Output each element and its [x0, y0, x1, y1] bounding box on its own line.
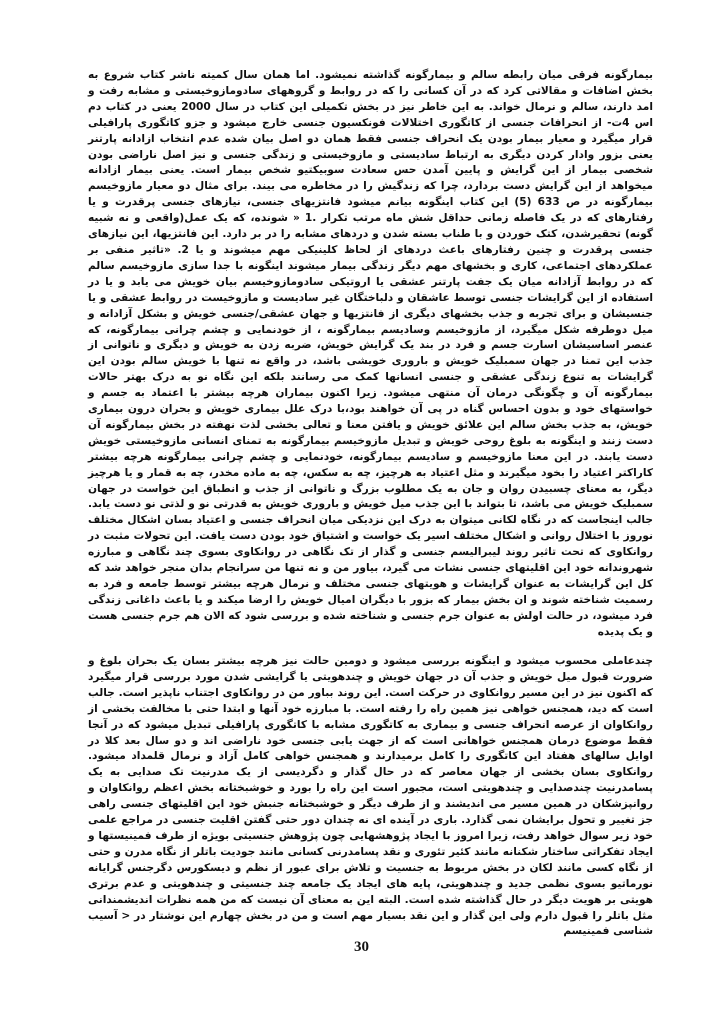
paragraph-text-1b: این فانتزیها، این نیازهای جنسی پرقدرت و چنین رفتارهای باعث دردهای از لحاظ کلینیکی مهم میشوند و یا 2. «تاثیر منفی بر عملکردهای اجتماعی، کاری و بخشهای مهم دیگر زندگی بیمار میشوند [88, 228, 653, 272]
page-number: 30 [354, 939, 369, 955]
paragraph-text-1c: اینگونه با جدا سازی مازوخیسم سالم که در روابط آزادانه میان یک جفت پارتنر عشقی یا اروتیکی سادومازوخیسم بیان خویش می یابد و یا در استفاده از این گرایشات جنسی توسط عاشقان و دلباختگان غیر سادیست و مازوخیست در روابط عشقی و یا جنسیشان و برای تجربه و جذب بخشهای دیگری از فانتزیها و جهان عشقی/جنسی خویش و بشکل آزادانه و میل دوطرفه شکل میگیرد، از مازوخیسم وسادیسم بیمارگونه ، از خودنمایی و چشم چرانی بیمارگونه، که عنصر اساسیشان اسارت جسم و فرد در بند یک گرایش خویش، ضربه زدن به خویش و دیگری و ناتوانی از جذب این تمنا در جهان سمبلیک خویش و باروری خویشی باشد، در واقع نه تنها با خویش سالم بودن این گرایشات به تنوع زندگی عشقی و جنسی انسانها کمک می رسانند بلکه این نگاه نو به درک بهتر حالات بیمارگونه آن و چگونگی درمان آن منتهی میشود. زیرا اکنون بیماران هرچه بیشتر با اعتماد به جسم و خواستهای خود و بدون احساس گناه در پی آن خواهند بود،با درک علل بیماری خویش و بحران درون بیماری خویش، به جذب بخش سالم این علائق خویش و یافتن معنا و تعالی بخشی لذت نهفته در بخش بیمارگونه آن دست زنند و اینگونه به بلوغ روحی خویش و تبدیل مازوخیسم بیمارگونه به تمنای انسانی مازوخیستی خویش دست یابند. در این معنا مازوخیسم و سادیسم بیمارگونه، خودنمایی و چشم چرانی بیمارگونه هرچه بیشتر کاراکتر اعتیاد را بخود میگیرند و مثل اعتیاد به هرچیز، چه به سکس، چه به ماده مخدر، چه به قمار و یا هرچیز دیگر، به معنای چسبیدن روان و جان به یک مطلوب بزرگ و ناتوانی از جذب و انطباق این خواست در جهان سمبلیک خویش می باشد، تا بتواند با این جذب میل خویش و باروری خویش به قدرتی نو و لذتی نو دست یابد. جالب اینجاست که در نگاه لکانی میتوان به درک این نزدیکی میان انحراف جنسی و اعتیاد بسان اشکال مختلف نوروز با اختلال روانی و اشکال مختلف اسیر یک خواست و اشتیاق خود بودن دست یافت. این تحولات مثبت در روانکاوی که تحت تاثیر روند لیبرالیسم جنسی و گذار از تک نگاهی در روانکاوی بسوی چند نگاهی و مبارزه شهروندانه خود این اقلیتهای جنسی نشات می گیرد، بیاور من و نه تنها من سرانجام بدان منجر خواهد شد که کل این گرایشات به عنوان گرایشات و هویتهای جنسی مختلف و نرمال هرچه بیشتر توسط جامعه و فرد به رسمیت شناخته شوند و ان بخش بیمار که بزور با دیگران امیال خویش را ارضا میکند و یا باعث داغانی زندگی فرد میشود، در حالت اولش به عنوان جرم جنسی و شناخته شده و بررسی شود که الان هم جرم جنسی هست و یک پدیده [88, 259, 653, 638]
body-paragraph-2: چندعاملی محسوب میشود و اینگونه بررسی میشود و دومین حالت نیز هرچه بیشتر بسان یک بحران بلوغ و ضرورت قبول میل خویش و جذب آن در جهان خویش و چندهویتی یا گرایشی شدن مورد بررسی قرار میگیرد که اکنون نیز در این مسیر روانکاوی در حرکت است. این روند بباور من در روانکاوی اجتناب ناپذیر است. جالب است که دید، همجنس خواهی نیز همین راه را رفته است. با مبارزه خود آنها و ابتدا حتی با مخالفت بخشی از روانکاوان از عرصه انحراف جنسی و بیماری به کاتگوری مشابه با کاتگوری پارافیلی تبدیل میشود که در آنجا فقط موضوع درمان همجنس خواهانی است که از جهت یابی جنسی خود ناراضی اند و دو سال بعد کلا در اوایل سالهای هفتاد این کاتگوری را کامل برمیدارند و همجنس خواهی کامل آزاد و نرمال قلمداد میشود. روانکاوی بسان بخشی از جهان معاصر که در حال گذار و دگردیسی از یک مدرنیت تک صدایی به یک پسامدرنیت چندصدایی و چندهویتی است، مجبور است این راه را بورد و خوشبختانه بخش اعظم روانکاوان و روانپزشکان در همین مسیر می اندیشند و از طرف دیگر و خوشبختانه جنبش خود این اقلیتهای جنسی راهی جز تغییر و تحول برایشان نمی گذارد. باری در آینده ای نه چندان دور حتی گفتن اقلیت جنسی در مراجع علمی خود زیر سوال خواهد رفت، زیرا امروز با ایجاد پژوهشهایی چون پژوهش جنسیتی بویژه از طرف فمینیستها و ایجاد تفکراتی ساختار شکنانه مانند کئیر تئوری و نقد پسامدرنی کسانی مانند جودیت باتلر از نگاه مدرن و حتی از نگاه کسی مانند لکان در بخش مربوط به جنسیت و تلاش برای عبور از نظم و دیسکورس دگرجنس گرایانه نورماتیو بسوی نظمی جدید و چندهویتی، پایه های ایجاد یک جامعه چند جنسیتی و چندهویتی و عدم برتری هویتی بر هویت دیگر در حال گذاشته شده است. البته این به معنای آن نیست که من همه نظرات اندیشمندانی مثل باتلر را قبول دارم ولی این گذار و این نقد بسیار مهم است و من در بخش چهارم این نوشتار در < آسیب شناسی فمینیسم [88, 655, 653, 938]
body-paragraph-1 [88, 68, 653, 641]
paragraph-text-1a: بیمارگونه فرقی میان رابطه سالم و بیمارگونه گذاشته نمیشود. اما همان سال کمیته ناشر کتاب شروع به بخش اضافات و مقالاتی کرد که در آن کسانی را که در روابط و گروههای سادومازوخیستی و مشابه رفت و امد دارند، سالم و نرمال خواند. به این خاطر نیز در بخش تکمیلی این کتاب در سال 2000 یعنی در کتاب دم اس 4ت- از انحرافات جنسی از کاتگوری اختلالات فونکسیون جنسی خارج میشود و جزو کاتگوری پارافیلی قرار میگیرد و معیار بیمار بودن یک انحراف جنسی فقط همان دو اصل بیان شده عدم انتخاب ازادانه پارتنر یعنی بزور وادار کردن دیگری به ارتباط سادیستی و مازوخیستی و زندگی جنسی و نیز اصل ناراضی بودن شخصی بیمار از این گرایش و پایین آمدن حس سعادت سوبیکتیو شخص بیمار است. یعنی بیمار ازادانه میخواهد از این گرایش دست بردارد، چرا که زندگیش را در مخاطره می بیند. برای مثال دو معیار مازوخیسم بیمارگونه در ص 633 (5) این کتاب اینگونه بیانم میشود فانتزیهای جنسی، نیازهای جنسی پرقدرت و یا رفتارهای که در یک فاصله زمانی حداقل شش ماه مرتب تکرار .1 « شونده، که یک عمل(واقعی و نه شبیه گونه) تحقیرشدن، کتک خوردن و با طناب بسته شدن و دردهای مشابه را در بر دارد. [88, 69, 653, 241]
